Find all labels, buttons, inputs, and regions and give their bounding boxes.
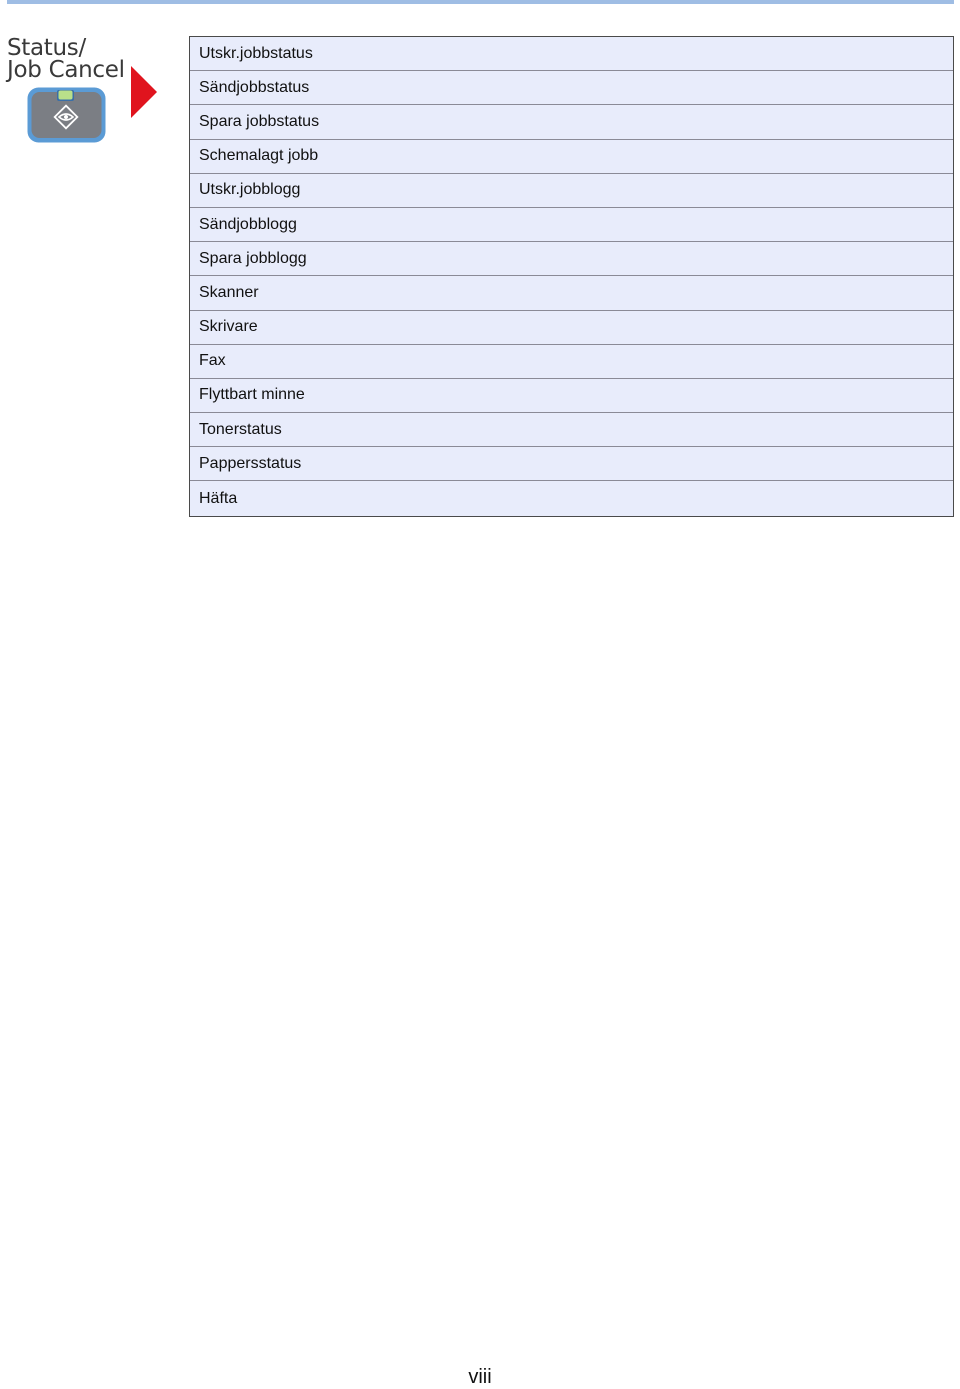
menu-item-pappersstatus[interactable]: Pappersstatus (190, 447, 953, 481)
menu-item-sandjobbstatus[interactable]: Sändjobbstatus (190, 71, 953, 105)
key-label-line1: Status/ (7, 35, 86, 61)
menu-item-utskr-jobblogg[interactable]: Utskr.jobblogg (190, 174, 953, 208)
menu-item-skanner[interactable]: Skanner (190, 276, 953, 310)
page-number: viii (468, 1366, 492, 1388)
top-rule (7, 0, 954, 4)
menu-item-sandjobblogg[interactable]: Sändjobblogg (190, 208, 953, 242)
menu-item-schemalagt-jobb[interactable]: Schemalagt jobb (190, 140, 953, 174)
menu-item-spara-jobbstatus[interactable]: Spara jobbstatus (190, 105, 953, 139)
menu-item-fax[interactable]: Fax (190, 345, 953, 379)
menu-item-flyttbart-minne[interactable]: Flyttbart minne (190, 379, 953, 413)
pointer-arrow-icon (131, 66, 157, 118)
status-job-cancel-label (7, 37, 125, 81)
menu-item-skrivare[interactable]: Skrivare (190, 311, 953, 345)
menu-item-tonerstatus[interactable]: Tonerstatus (190, 413, 953, 447)
menu-item-spara-jobblogg[interactable]: Spara jobblogg (190, 242, 953, 276)
status-menu-list (189, 36, 954, 517)
status-job-cancel-key[interactable] (26, 86, 107, 144)
key-label-line2: Job Cancel (7, 57, 125, 83)
menu-item-hafta[interactable]: Häfta (190, 481, 953, 515)
status-led (59, 91, 73, 100)
menu-item-utskr-jobbstatus[interactable]: Utskr.jobbstatus (190, 37, 953, 71)
